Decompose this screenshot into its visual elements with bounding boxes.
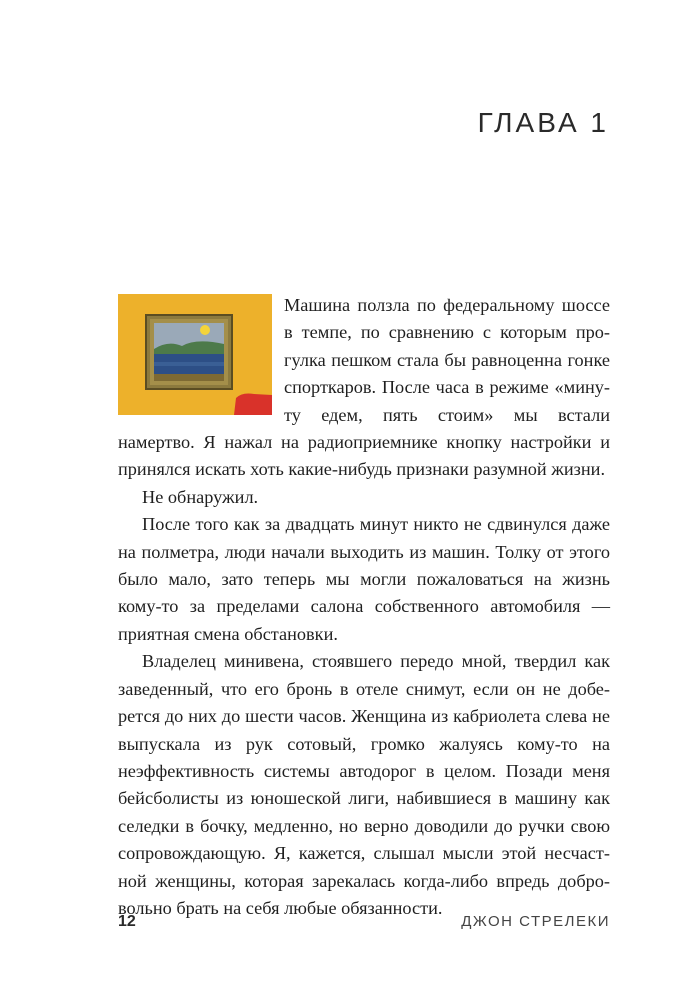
landscape-painting-illustration bbox=[118, 294, 272, 415]
page-number: 12 bbox=[118, 913, 136, 930]
body-text bbox=[118, 292, 610, 922]
painting-image bbox=[118, 294, 272, 415]
running-head-author: ДЖОН СТРЕЛЕКИ bbox=[461, 913, 610, 930]
paragraph: Машина ползла по федеральному шоссе в темпе, по сравнению с которым прогулка пешком стала бы равноценна гонке спорткаров. После часа в режиме «минуту едем, пять стоим» мы встали намертво. Я нажал на радиоприемнике кнопку настройки и принялся искать хоть какие-нибудь признаки разумной жизни. bbox=[118, 295, 610, 480]
paragraph: Не обнаружил. bbox=[142, 486, 259, 507]
chapter-title: ГЛАВА 1 bbox=[477, 106, 609, 138]
paragraph: Владелец минивена, стоявшего передо мной, твердил как заведенный, что его бронь в отеле снимут, если он не доберется до них до шести часов. Женщина из кабриолета слева не выпускала из рук сотовый, громко жалуясь кому-то на неэффективность системы автодорог в целом. Позади меня бейсболисты из юношеской лиги, набившиеся в машину как селедки в бочку, медленно, но верно доводили до ручки свою сопровождающую. Я, кажется, слышал мысли этой несчастной женщины, которая зарекалась когда-либо впредь добровольно брать на себя любые обязанности. bbox=[118, 651, 610, 918]
paragraph: После того как за двадцать минут никто не сдвинулся даже на полметра, люди начали выходить из машин. Толку от этого было мало, зато теперь мы могли пожаловаться на жизнь кому-то за пределами салона собственного автомобиля — приятная смена обстановки. bbox=[118, 514, 610, 644]
